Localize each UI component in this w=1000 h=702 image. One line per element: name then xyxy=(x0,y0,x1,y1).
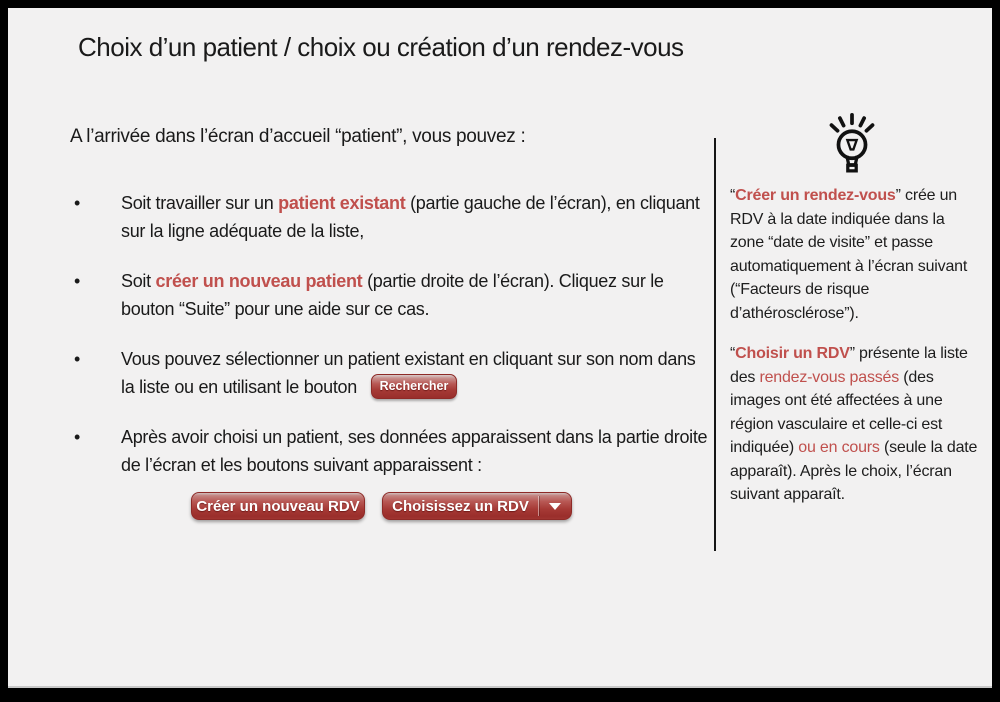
lightbulb-icon xyxy=(824,104,880,178)
highlight-creer-rendez-vous: Créer un rendez-vous xyxy=(735,187,896,204)
tip-paragraph-1 xyxy=(730,184,980,325)
action-buttons-row xyxy=(191,492,572,520)
page-title: Choix d’un patient / choix ou création d’un rendez-vous xyxy=(78,32,684,62)
bullet-text-3 xyxy=(121,349,695,397)
text-segment: Soit travailler sur un xyxy=(121,193,279,213)
bullet-marker: • xyxy=(74,349,81,369)
create-rdv-button[interactable] xyxy=(191,492,365,520)
choose-rdv-button-label: Choisissez un RDV xyxy=(392,497,529,515)
text-segment: ” crée un RDV à la date indiquée dans la zone “date de visite” et passe automatiquement à l’écran suivant (“Facteurs de risque d’athérosclérose”). xyxy=(730,187,968,322)
bullet-item-3 xyxy=(70,345,710,401)
highlight-ou-en-cours: ou en cours xyxy=(798,439,880,456)
bullet-item-4 xyxy=(70,423,710,479)
vertical-divider xyxy=(714,138,716,551)
tip-column xyxy=(730,104,980,507)
bullet-text-4 xyxy=(121,427,707,475)
text-segment: (seule la date apparaît). Après le choix, l’écran suivant apparaît. xyxy=(730,439,978,503)
bullet-list xyxy=(70,176,710,479)
text-segment: “ xyxy=(730,187,736,204)
intro-text: A l’arrivée dans l’écran d’accueil “patient”, vous pouvez : xyxy=(70,126,526,147)
rechercher-button[interactable]: Rechercher xyxy=(371,374,457,399)
create-rdv-button-label: Créer un nouveau RDV xyxy=(196,497,360,515)
bullet-text-1 xyxy=(121,193,700,241)
bullet-item-1 xyxy=(70,189,710,245)
tip-paragraph-2 xyxy=(730,342,980,507)
text-segment: Soit xyxy=(121,271,156,291)
highlight-choisir-un-rdv: Choisir un RDV xyxy=(735,345,850,362)
bullet-marker: • xyxy=(74,427,81,447)
text-segment: “ xyxy=(730,345,736,362)
bullet-item-2 xyxy=(70,267,710,323)
bullet-marker: • xyxy=(74,193,81,213)
highlight-creer-nouveau-patient: créer un nouveau patient xyxy=(155,271,363,291)
highlight-patient-existant: patient existant xyxy=(278,193,406,213)
text-segment: ” présente la liste des xyxy=(730,345,968,386)
text-segment: (partie droite de l’écran). Cliquez sur le bouton “Suite” pour une aide sur ce cas. xyxy=(121,271,664,319)
bullet-marker: • xyxy=(74,271,81,291)
text-segment: Vous pouvez sélectionner un patient existant en cliquant sur son nom dans la liste ou en utilisant le bouton xyxy=(121,349,696,397)
text-segment: (des images ont été affectées à une région vasculaire et celle-ci est indiquée) xyxy=(730,368,943,456)
slide-canvas xyxy=(8,8,992,688)
choose-rdv-button[interactable] xyxy=(382,492,572,520)
highlight-rendez-vous-passes: rendez-vous passés xyxy=(759,368,900,386)
text-segment: (partie gauche de l’écran), en cliquant sur la ligne adéquate de la liste, xyxy=(121,193,700,241)
bullet-text-2 xyxy=(121,271,664,319)
text-segment: Après avoir choisi un patient, ses données apparaissent dans la partie droite de l’écran et les boutons suivant apparaissent : xyxy=(121,427,708,475)
chevron-down-icon[interactable] xyxy=(539,503,571,510)
